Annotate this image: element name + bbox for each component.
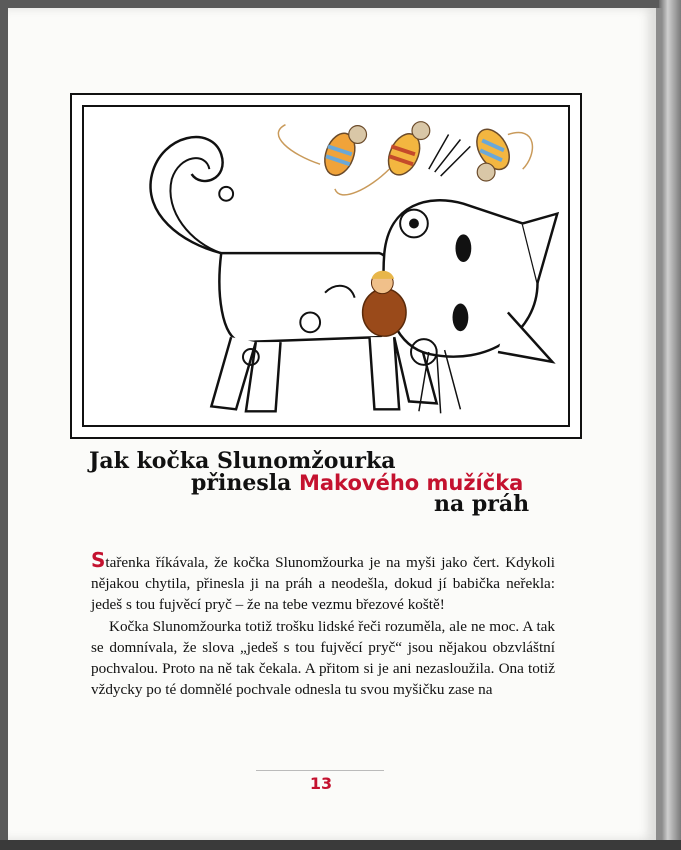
paragraph-2: Kočka Slunomžourka totiž trošku lidské řeči rozuměla, ale ne moc. A tak se domnívala, že slova „jedeš s tou fujvěcí pryč“ jsou nějakou obzvláštní pochvalou. Proto na ně tak čekala. A přitom si je ani nezasloužila. Ona totiž vždycky po té domnělé pochvale odnesla tu svou myšičku zase na (91, 617, 555, 699)
paragraph-1-text: tařenka říkávala, že kočka Slunomžourka je na myši jako čert. Kdykoli nějakou chytila, přinesla ji na práh a neodešla, dokud jí babička neřekla: jedeš s tou fujvěcí pryč – že na tebe vezmu březové koště! (91, 554, 555, 614)
drop-cap: S (91, 548, 106, 572)
chapter-title-line-1: Jak kočka Slunomžourka (89, 448, 396, 474)
book-spine (659, 0, 681, 850)
illustration-frame (70, 93, 582, 439)
paragraph-1 (91, 550, 555, 616)
chapter-title-line-3: na práh (434, 491, 530, 517)
story-text (91, 550, 555, 700)
page-bottom-edge (0, 840, 681, 850)
mouse-3 (470, 124, 532, 181)
page-number: 13 (309, 774, 333, 793)
mouse-1 (278, 125, 366, 180)
cat-illustration (72, 95, 580, 437)
footer-rule (256, 770, 384, 771)
chapter-title-prefix: přinesla (191, 470, 299, 496)
chapter-title-highlight: Makového mužíčka (298, 471, 524, 495)
